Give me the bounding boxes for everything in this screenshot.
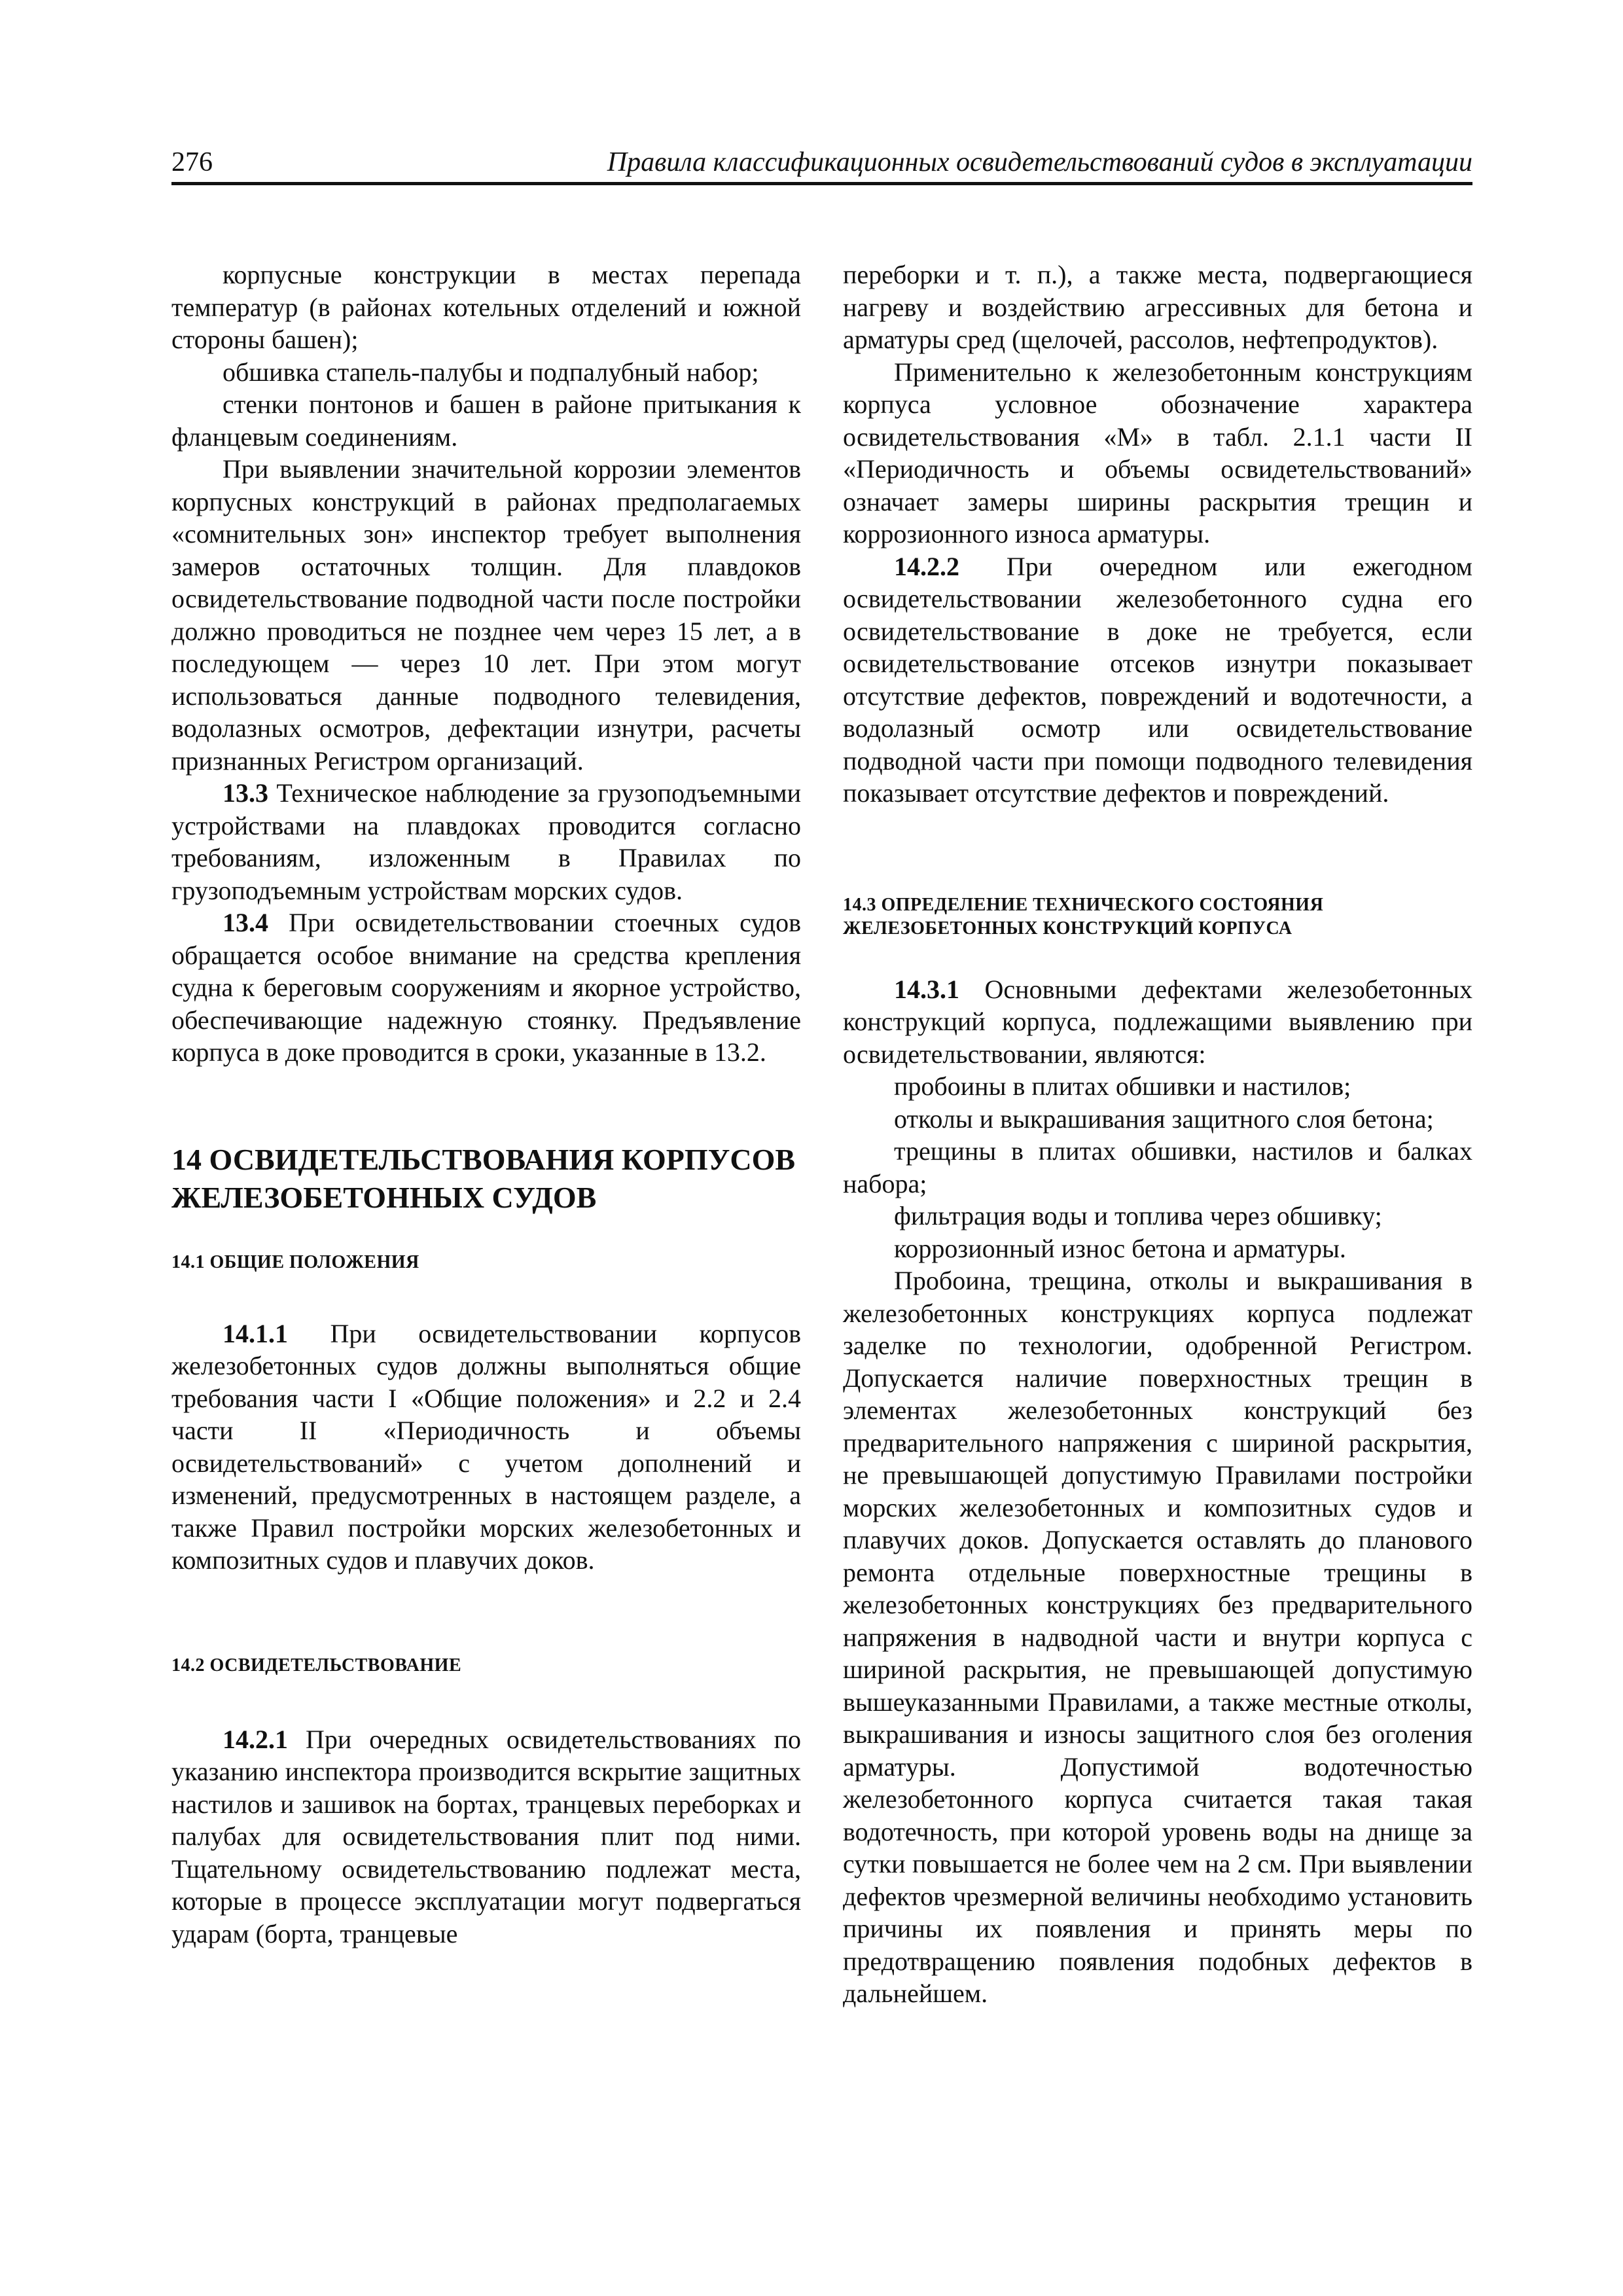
paragraph [843, 973, 1472, 1071]
paragraph [171, 1723, 801, 1950]
clause-number: 14.1.1 [223, 1318, 288, 1348]
right-column [843, 259, 1472, 2010]
paragraph: переборки и т. п.), а также места, подвергающиеся нагреву и воздействию агрессивных для бетона и арматуры сред (щелочей, рассолов, нефтепродуктов). [843, 260, 1472, 354]
paragraph-text: При освидетельствовании корпусов железобетонных судов должны выполняться общие требования части I «Общие положения» и 2.2 и 2.4 части II «Периодичность и объемы освидетельствований» с учетом дополнений и изменений, предусмотренных в настоящем разделе, а также Правил постройки морских железобетонных и композитных судов и плавучих доков. [171, 1318, 801, 1575]
page-header [171, 143, 1472, 185]
paragraph [171, 1318, 801, 1577]
list-item: трещины в плитах обшивки, настилов и балках набора; [843, 1136, 1472, 1198]
list-item: отколы и выкрашивания защитного слоя бетона; [894, 1103, 1434, 1134]
clause-number: 13.4 [223, 908, 268, 937]
paragraph: При выявлении значительной коррозии элементов корпусных конструкций в районах предполагаемых «сомнительных зон» инспектор требует выполнения замеров остаточных толщин. Для плавдоков освидетельствование подводной части после постройки должно проводиться не позднее чем через 15 лет, а в последующем — через 10 лет. При этом могут использоваться данные подводного телевидения, водолазных осмотров, дефектации изнутри, расчеты признанных Регистром организаций. [171, 454, 801, 776]
paragraph-text: При очередном или ежегодном освидетельствовании железобетонного судна его освидетельствование в доке не требуется, если освидетельствование отсеков изнутри показывает отсутствие дефектов, повреждений и водотечности, а водолазный осмотр или освидетельствование подводной части при помощи подводного телевидения показывает отсутствие дефектов и повреждений. [843, 551, 1472, 808]
paragraph-text: Основными дефектами железобетонных конструкций корпуса, подлежащими выявлению при освидетельствовании, являются: [843, 974, 1472, 1069]
paragraph: обшивка стапель-палубы и подпалубный набор; [223, 357, 759, 387]
clause-number: 13.3 [223, 778, 268, 808]
paragraph: Пробоина, трещина, отколы и выкрашивания в железобетонных конструкциях корпуса подлежат заделке по технологии, одобренной Регистром. Допускается наличие поверхностных трещин в элементах железобетонных конструкций без предварительного напряжения с шириной раскрытия, не превышающей допустимую Правилами постройки морских железобетонных и композитных судов и плавучих доков. Допускается оставлять до планового ремонта отдельные поверхностные трещины в железобетонных конструкциях без предварительного напряжения в надводной части и внутри корпуса с шириной раскрытия, не превышающей допустимую вышеуказанными Правилами, а также местные отколы, выкрашивания и износы защитного слоя без оголения арматуры. Допустимой водотечностью железобетонного корпуса считается такая такая водотечность, при которой уровень воды на днище за сутки повышается не более чем на 2 см. При выявлении дефектов чрезмерной величины необходимо установить причины их появления и принять меры по предотвращению появления подобных дефектов в дальнейшем. [843, 1266, 1472, 2008]
paragraph-text: При очередных освидетельствованиях по указанию инспектора производится вскрытие защитных настилов и зашивок на бортах, транцевых переборках и палубах для освидетельствования плит под ними. Тщательному освидетельствованию подлежат места, которые в процессе эксплуатации могут подвергаться ударам (борта, транцевые [171, 1724, 802, 1948]
section-title-line: 14 ОСВИДЕТЕЛЬСТВОВАНИЯ КОРПУСОВ [171, 1142, 796, 1176]
subsection-title: 14.2 ОСВИДЕТЕЛЬСТВОВАНИЕ [171, 1655, 462, 1676]
paragraph [171, 906, 801, 1069]
left-column [171, 259, 801, 1950]
paragraph: Применительно к железобетонным конструкциям корпуса условное обозначение характера освидетельствования «М» в табл. 2.1.1 части II «Периодичность и объемы освидетельствований» означает замеры ширины раскрытия трещин и коррозионного износа арматуры. [843, 357, 1472, 548]
paragraph-text: Техническое наблюдение за грузоподъемными устройствами на плавдоках проводится согласно требованиям, изложенным в Правилах по грузоподъемным устройствам морских судов. [171, 778, 801, 905]
page-number: 276 [171, 147, 213, 177]
list-item: пробоины в плитах обшивки и настилов; [894, 1071, 1351, 1101]
subsection-title-line: 14.3 ОПРЕДЕЛЕНИЕ ТЕХНИЧЕСКОГО СОСТОЯНИЯ [843, 894, 1324, 915]
list-item: коррозионный износ бетона и арматуры. [894, 1233, 1346, 1263]
running-title: Правила классификационных освидетельствований судов в эксплуатации [607, 147, 1472, 177]
paragraph: стенки понтонов и башен в районе притыкания к фланцевым соединениям. [171, 389, 801, 452]
section-title-line: ЖЕЛЕЗОБЕТОННЫХ СУДОВ [171, 1180, 597, 1214]
clause-number: 14.2.2 [894, 551, 959, 581]
list-item: фильтрация воды и топлива через обшивку; [894, 1201, 1382, 1230]
paragraph [171, 777, 801, 906]
paragraph: корпусные конструкции в местах перепада температур (в районах котельных отделений и южной стороны башен); [171, 260, 801, 354]
clause-number: 14.2.1 [223, 1724, 288, 1754]
subsection-title: 14.1 ОБЩИЕ ПОЛОЖЕНИЯ [171, 1251, 419, 1272]
clause-number: 14.3.1 [894, 974, 959, 1004]
paragraph-text: При освидетельствовании стоечных судов обращается особое внимание на средства крепления судна к береговым сооружениям и якорное устройство, обеспечивающие надежную стоянку. Предъявление корпуса в доке проводится в сроки, указанные в 13.2. [171, 908, 802, 1067]
subsection-title-line: ЖЕЛЕЗОБЕТОННЫХ КОНСТРУКЦИЙ КОРПУСА [843, 918, 1293, 939]
paragraph [843, 550, 1472, 810]
